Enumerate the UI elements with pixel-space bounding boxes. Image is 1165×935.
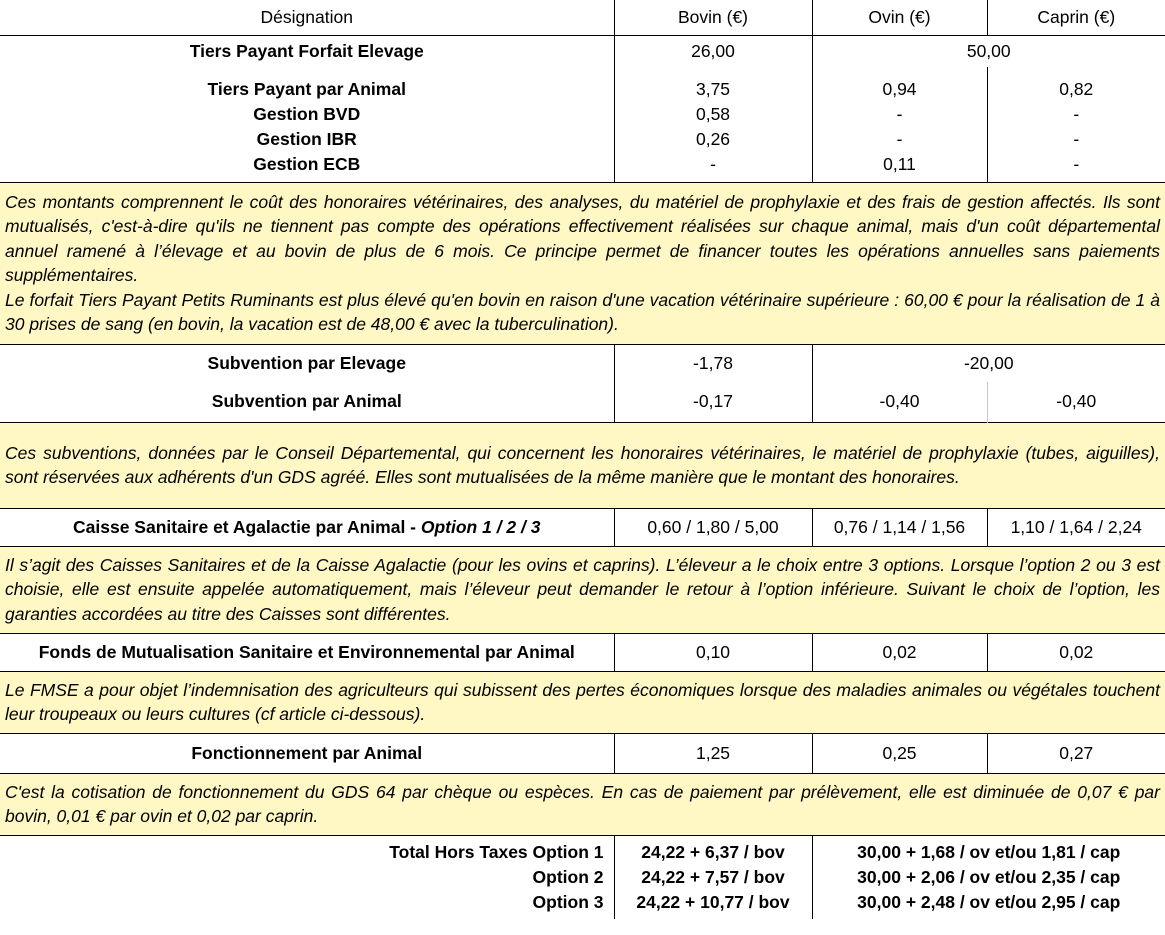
total-option-2-bovin: 24,22 + 7,57 / bov <box>641 866 785 887</box>
tiers-payant-animal-caprin: 0,82 <box>1059 79 1094 100</box>
caisse-note: Il s’agit des Caisses Sanitaires et de la Caisse Agalactie (pour les ovins et caprins). L’éleveur a le choix entre 3 options. Lorsque l’option 2 ou 3 est choisie, elle est ensuite appelée automatiquement, mais l’éleveur peut demander le retour à l’option inférieure. Suivant le choix de l’option, les garanties accordées au titre des Caisses sont différentes. <box>0 546 1165 633</box>
tiers-payant-forfait-label: Tiers Payant Forfait Elevage <box>0 35 614 67</box>
tiers-payant-caprin-values <box>987 67 1165 182</box>
tiers-payant-forfait-petits-ruminants: 50,00 <box>966 40 1011 61</box>
tiers-payant-note-paragraph-1: Ces montants comprennent le coût des honoraires vétérinaires, des analyses, du matériel de prophylaxie et des frais de gestion affectés. Ils sont mutualisés, c'est-à-dire qu'ils ne tiennent pas compte des opérations effectivement réalisées sur chaque animal, mais d'un coût départemental annuel ramené à l’élevage et au bovin de plus de 6 mois. Ce principe permet de financer toutes les opérations annuelles sans paiements supplémentaires. <box>5 191 1160 285</box>
tiers-payant-note-row <box>0 182 1165 344</box>
gestion-ecb-ovin: 0,11 <box>883 154 916 175</box>
gestion-ecb-bovin: - <box>710 154 716 175</box>
tiers-payant-animal-bovin: 3,75 <box>695 79 731 100</box>
tiers-payant-note <box>0 182 1165 344</box>
gestion-bvd-bovin: 0,58 <box>695 104 731 125</box>
totals-petits-ruminants <box>812 835 1165 919</box>
gestion-ibr-bovin: 0,26 <box>695 129 731 150</box>
fonctionnement-label: Fonctionnement par Animal <box>0 733 614 773</box>
totals-labels <box>0 835 614 919</box>
subvention-animal-label: Subvention par Animal <box>0 382 614 422</box>
caisse-sanitaire-ovin: 0,76 / 1,14 / 1,56 <box>812 508 987 546</box>
fonctionnement-caprin: 0,27 <box>1059 742 1094 763</box>
tiers-payant-forfait-bovin: 26,00 <box>614 35 812 67</box>
subvention-note-row <box>0 422 1165 508</box>
subvention-elevage-label: Subvention par Elevage <box>0 344 614 382</box>
tiers-payant-animal-row <box>0 67 1165 182</box>
caisse-sanitaire-row <box>0 508 1165 546</box>
tiers-payant-animal-label: Tiers Payant par Animal <box>207 79 406 100</box>
subvention-animal-caprin: -0,40 <box>987 382 1165 422</box>
total-option-3-label: Option 3 <box>532 891 604 912</box>
caisse-sanitaire-label <box>0 508 614 546</box>
fonctionnement-ovin: 0,25 <box>812 733 987 773</box>
subvention-animal-ovin: -0,40 <box>879 391 920 412</box>
header-bovin: Bovin (€) <box>614 0 812 35</box>
gestion-ibr-ovin: - <box>896 129 903 150</box>
subvention-elevage-petits-ruminants: -20,00 <box>963 352 1014 373</box>
fmse-ovin: 0,02 <box>812 633 987 671</box>
subvention-animal-row <box>0 382 1165 422</box>
tiers-payant-bovin-values <box>614 67 812 182</box>
caisse-sanitaire-bovin: 0,60 / 1,80 / 5,00 <box>614 508 812 546</box>
gestion-bvd-ovin: - <box>896 104 903 125</box>
totals-row <box>0 835 1165 919</box>
tiers-payant-animal-ovin: 0,94 <box>882 79 917 100</box>
caisse-sanitaire-option-text: Option 1 / 2 / 3 <box>420 516 541 537</box>
header-designation: Désignation <box>0 0 614 35</box>
fonctionnement-note: C'est la cotisation de fonctionnement du GDS 64 par chèque ou espèces. En cas de paiement par prélèvement, elle est diminuée de 0,07 € par bovin, 0,01 € par ovin et 0,02 par caprin. <box>0 773 1165 835</box>
total-option-1-label: Total Hors Taxes Option 1 <box>389 841 604 862</box>
total-option-2-petits-ruminants: 30,00 + 2,06 / ov et/ou 2,35 / cap <box>857 866 1121 887</box>
header-ovin: Ovin (€) <box>812 0 987 35</box>
subvention-animal-bovin: -0,17 <box>614 382 812 422</box>
fmse-note-row <box>0 671 1165 733</box>
fmse-note: Le FMSE a pour objet l’indemnisation des agriculteurs qui subissent des pertes économiques lorsque des maladies animales ou végétales touchent leur troupeaux ou leurs cultures (cf article ci-dessous). <box>0 671 1165 733</box>
tiers-payant-forfait-row <box>0 35 1165 67</box>
fonctionnement-note-row <box>0 773 1165 835</box>
fmse-caprin: 0,02 <box>1059 641 1094 662</box>
fmse-label: Fonds de Mutualisation Sanitaire et Environnemental par Animal <box>0 633 614 671</box>
caisse-sanitaire-caprin: 1,10 / 1,64 / 2,24 <box>1010 516 1142 537</box>
gestion-bvd-label: Gestion BVD <box>253 104 361 125</box>
totals-bovin <box>614 835 812 919</box>
fonctionnement-bovin: 1,25 <box>614 733 812 773</box>
tiers-payant-ovin-values <box>812 67 987 182</box>
header-row <box>0 0 1165 35</box>
subvention-elevage-bovin: -1,78 <box>614 344 812 382</box>
fmse-row <box>0 633 1165 671</box>
fmse-bovin: 0,10 <box>614 633 812 671</box>
total-option-2-label: Option 2 <box>532 866 604 887</box>
gestion-ibr-caprin: - <box>1073 129 1080 150</box>
gestion-ibr-label: Gestion IBR <box>256 129 357 150</box>
caisse-note-row <box>0 546 1165 633</box>
total-option-3-bovin: 24,22 + 10,77 / bov <box>636 891 790 912</box>
header-caprin: Caprin (€) <box>987 0 1165 35</box>
subvention-note: Ces subventions, données par le Conseil Départemental, qui concernent les honoraires vétérinaires, le matériel de prophylaxie (tubes, aiguilles), sont réservées aux adhérents d'un GDS agréé. Elles sont mutualisées de la même manière que le montant des honoraires. <box>0 422 1165 508</box>
total-option-1-petits-ruminants: 30,00 + 1,68 / ov et/ou 1,81 / cap <box>857 841 1121 862</box>
total-option-1-bovin: 24,22 + 6,37 / bov <box>641 841 785 862</box>
gestion-ecb-caprin: - <box>1073 154 1080 175</box>
tiers-payant-animal-labels <box>0 67 614 182</box>
fonctionnement-row <box>0 733 1165 773</box>
caisse-sanitaire-label-text: Caisse Sanitaire et Agalactie par Animal - <box>73 516 421 537</box>
total-option-3-petits-ruminants: 30,00 + 2,48 / ov et/ou 2,95 / cap <box>857 891 1121 912</box>
gestion-ecb-label: Gestion ECB <box>253 154 361 175</box>
subvention-elevage-row <box>0 344 1165 382</box>
tiers-payant-note-paragraph-2: Le forfait Tiers Payant Petits Ruminants est plus élevé qu'en bovin en raison d'une vacation vétérinaire supérieure : 60,00 € pour la réalisation de 1 à 30 prises de sang (en bovin, la vacation est de 48,00 € avec la tuberculination). <box>5 289 1160 334</box>
gestion-bvd-caprin: - <box>1073 104 1080 125</box>
